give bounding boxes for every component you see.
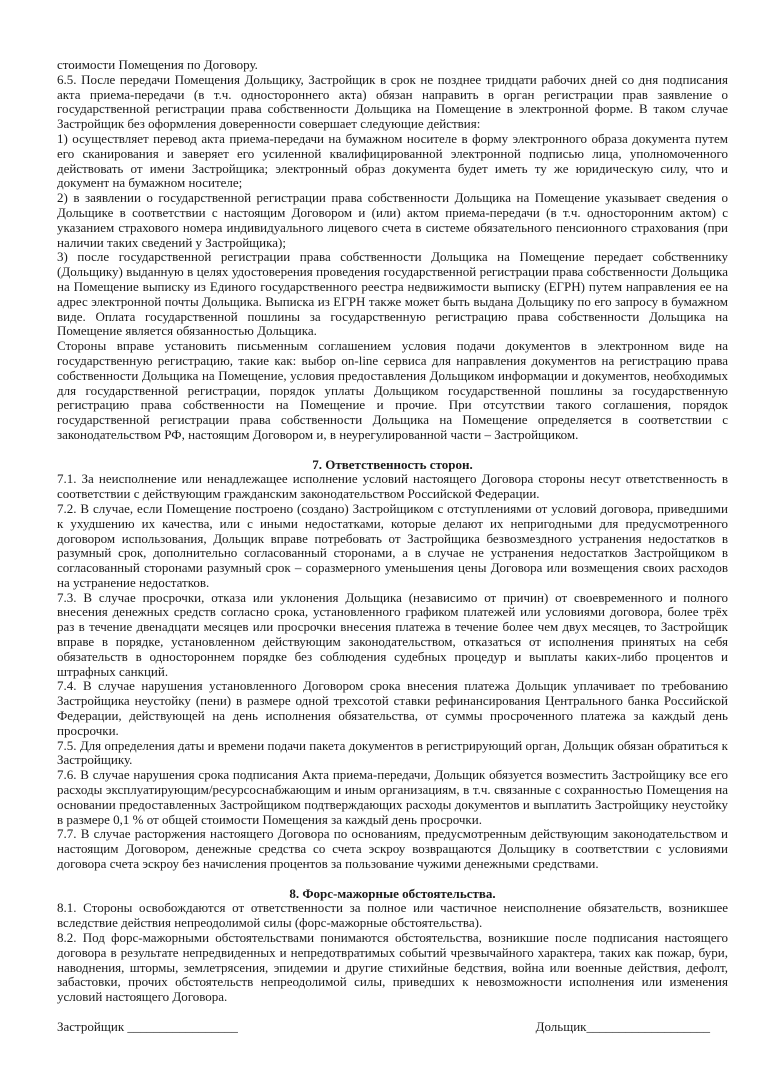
- paragraph: 7.7. В случае расторжения настоящего Договора по основаниям, предусмотренным действующим законодательством и настоящим Договором, денежные средства со счета эскроу возвращаются Дольщику в соответствии с условиями договора счета эскроу без начисления процентов за пользование чужими денежными средствами.: [57, 826, 728, 872]
- paragraph: 7.5. Для определения даты и времени подачи пакета документов в регистрирующий орган, Дольщик обязан обратиться к Застройщику.: [57, 737, 728, 768]
- document-page: [57, 58, 728, 1035]
- paragraph: 7.4. В случае нарушения установленного Договором срока внесения платежа Дольщик уплачивает по требованию Застройщика неустойку (пени) в размере одной трехсотой ставки рефинансирования Центрального банка Российской Федерации, действующей на день исполнения обязательства, от суммы просроченного платежа за каждый день просрочки.: [57, 678, 728, 738]
- paragraph: 7.3. В случае просрочки, отказа или уклонения Дольщика (независимо от причин) от своевременного и полного внесения денежных средств согласно срока, установленного графиком платежей или условиями договора, более трёх раз в течение двенадцати месяцев или просрочки внесения платежа в течение более чем двух месяцев, то Застройщик вправе в порядке, установленном действующим законодательством, отказаться от исполнения принятых на себя обязательств в одностороннем порядке без соблюдения судебных процедур и выплаты каких-либо процентов и штрафных санкций.: [57, 589, 728, 679]
- paragraph: 7.6. В случае нарушения срока подписания Акта приема-передачи, Дольщик обязуется возместить Застройщику все его расходы эксплуатирующим/ресурсоснабжающим и иным организациям, в т.ч. связанные с сохранностью Помещения на основании предоставленных Застройщиком подтверждающих расходы документов и выплатить Застройщику неустойку в размере 0,1 % от общей стоимости Помещения за каждый день просрочки.: [57, 767, 728, 827]
- section-7: [57, 458, 728, 872]
- paragraph: Стороны вправе установить письменным соглашением условия подачи документов в электронном виде на государственную регистрацию, такие как: выбор on-line сервиса для направления документов на регистрацию права собственности Дольщика на Помещение, условия предоставления Дольщиком информации и документов, необходимых для государственной регистрации, порядок уплаты Дольщиком государственной пошлины за государственную регистрацию права собственности на Помещение и прочие. При отсутствии такого соглашения, порядок государственной регистрации права собственности Дольщика на Помещение определяется в соответствии с законодательством РФ, настоящим Договором и, в неурегулированной части – Застройщиком.: [57, 338, 728, 442]
- section-heading: 8. Форс-мажорные обстоятельства.: [289, 885, 496, 901]
- paragraph: 3) после государственной регистрации права собственности Дольщика на Помещение передает собственнику (Дольщику) выданную в целях удостоверения проведения государственной регистрации права собственности Дольщика на Помещение выписку из Единого государственного реестра недвижимости выписку (ЕГРН) путем направления ее на адрес электронной почты Дольщика. Выписка из ЕГРН также может быть выдана Дольщику по его запросу в бумажном виде. Оплата государственной пошлины за государственную регистрацию права собственности Дольщика на Помещение является обязанностью Дольщика.: [57, 249, 728, 339]
- developer-signature-line: Застройщик _________________: [57, 1018, 238, 1034]
- section-6-tail: [57, 58, 728, 443]
- paragraph: 8.1. Стороны освобождаются от ответственности за полное или частичное неисполнение обязательств, возникшее вследствие действия непреодолимой силы (форс-мажорные обстоятельства).: [57, 900, 728, 931]
- signature-block: [57, 1020, 728, 1035]
- paragraph: 8.2. Под форс-мажорными обстоятельствами понимаются обстоятельства, возникшие после подписания настоящего договора в результате непредвиденных и непредотвратимых событий чрезвычайного характера, таких как пожар, бури, наводнения, штормы, землетрясения, эпидемии и другие стихийные бедствия, война или военные действия, дефолт, забастовки, прочих обстоятельств непреодолимой силы, приведших к невозможности исполнения или изменения условий настоящего Договора.: [57, 930, 728, 1005]
- paragraph: 7.1. За неисполнение или ненадлежащее исполнение условий настоящего Договора стороны несут ответственность в соответствии с действующим гражданским законодательством Российской Федерации.: [57, 471, 728, 502]
- section-8: [57, 887, 728, 1005]
- shareholder-signature-line: Дольщик___________________: [535, 1018, 710, 1034]
- paragraph: 7.2. В случае, если Помещение построено (создано) Застройщиком с отступлениями от условий договора, приведшими к ухудшению их качества, или с иными недостатками, которые делают их непригодными для предусмотренного договором использования, Дольщик вправе потребовать от Застройщика безвозмездного устранения недостатков в разумный срок, дополнительно согласованный сторонами, а в случае не устранения недостатков Застройщиком в согласованный сторонами разумный срок – соразмерного уменьшения цены Договора или возмещения своих расходов на устранение недостатков.: [57, 500, 728, 590]
- paragraph: 1) осуществляет перевод акта приема-передачи на бумажном носителе в форму электронного образа документа путем его сканирования и заверяет его усиленной квалифицированной электронной подписью лица, уполномоченного действовать от имени Застройщика; электронный образ документа будет иметь ту же юридическую силу, что и документ на бумажном носителе;: [57, 130, 728, 191]
- paragraph: стоимости Помещения по Договору.: [57, 57, 258, 72]
- paragraph: 2) в заявлении о государственной регистрации права собственности Дольщика на Помещение указывает сведения о Дольщике в соответствии с настоящим Договором и (или) актом приема-передачи (в т.ч. односторонним актом) с указанием страхового номера индивидуального лицевого счета в системе обязательного пенсионного страхования (при наличии таких сведений у Застройщика);: [57, 190, 728, 250]
- section-heading: 7. Ответственность сторон.: [312, 456, 473, 472]
- paragraph: 6.5. После передачи Помещения Дольщику, Застройщик в срок не позднее тридцати рабочих дней со дня подписания акта приема-передачи (в т.ч. одностороннего акта) обязан направить в орган регистрации прав заявление о государственной регистрации права собственности Дольщика на Помещение в электронной форме. В таком случае Застройщик без оформления доверенности совершает следующие действия:: [57, 71, 728, 132]
